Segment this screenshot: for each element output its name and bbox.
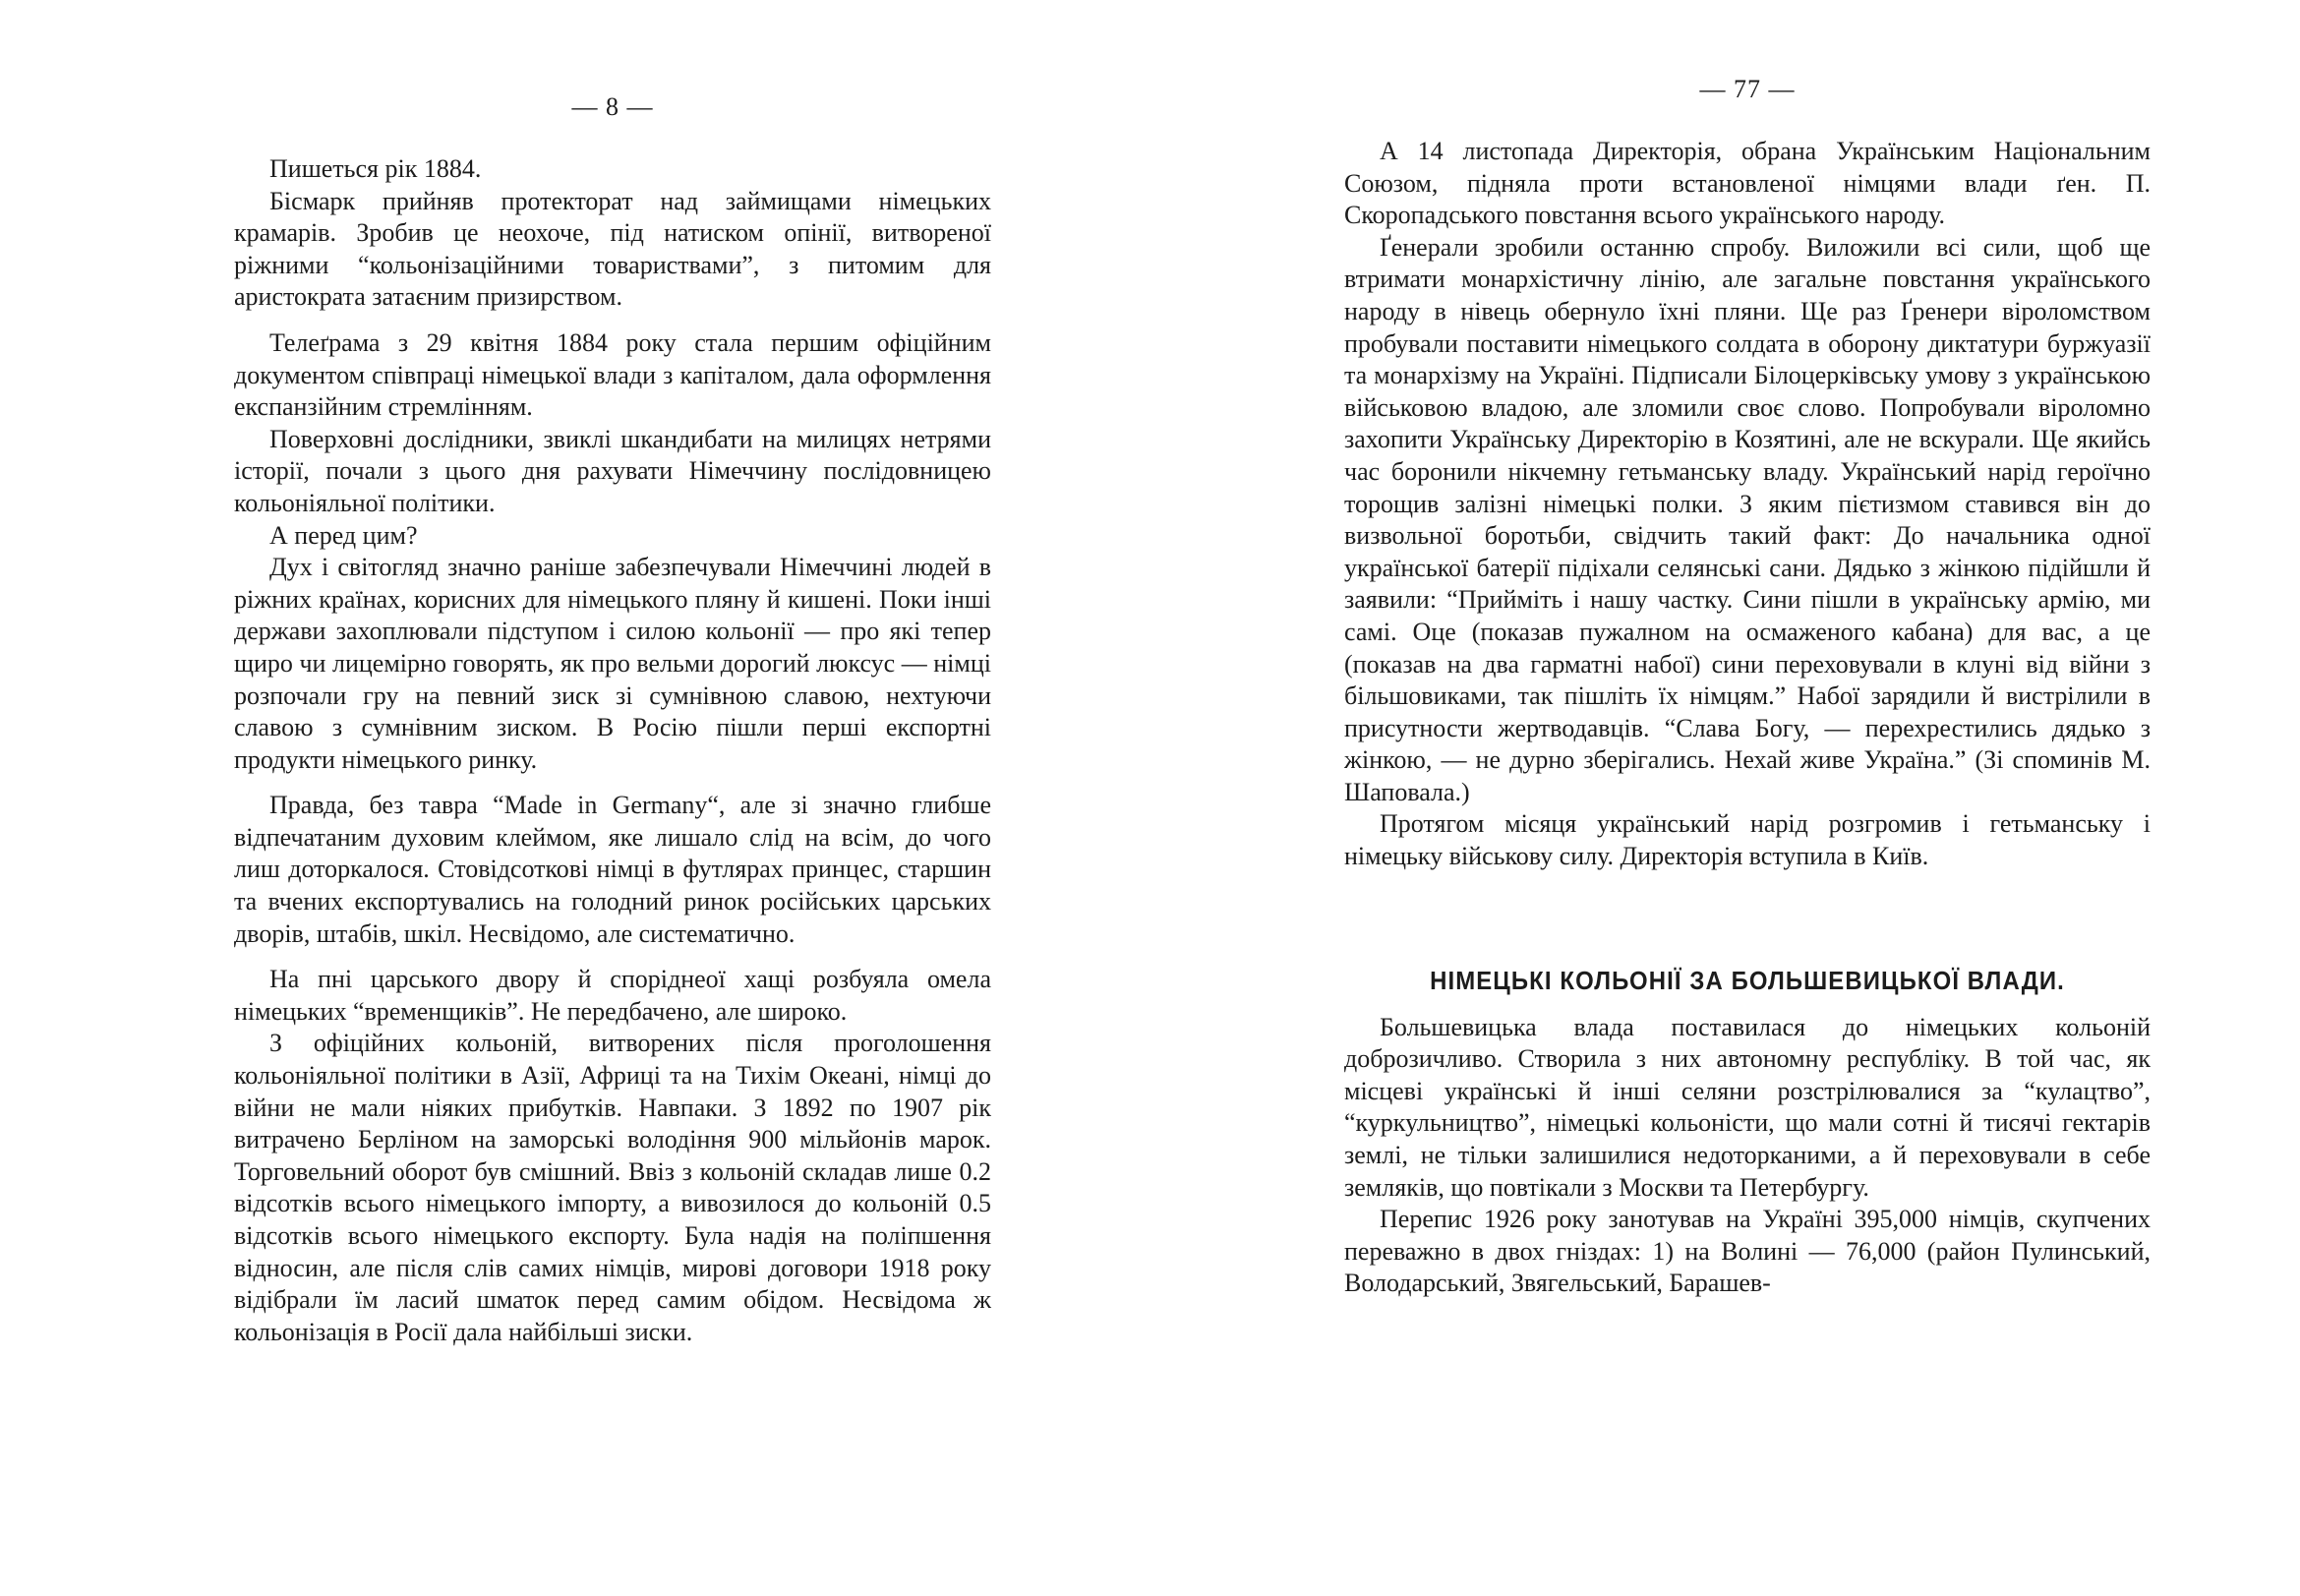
paragraph: Правда, без тавра “Made in Germany“, але зі значно глибше відпечатаним духовим клеймом, яке лишало слід на всім, до чого лиш доторкалося. Стовідсоткові німці в футлярах принцес, старшин та вчених експортувались на голодний ринок російських царських дворів, штабів, шкіл. Несвідомо, але систематично. [234, 791, 991, 948]
right-page [1344, 0, 2151, 1596]
paragraph: На пні царського двору й споріднеої хащі розбуяла омела німецьких “временщиків”. Не передбачено, але широко. [234, 965, 991, 1026]
page-number: — 77 — [1699, 75, 1796, 103]
paragraph: Бісмарк прийняв протекторат над займищами німецьких крамарів. Зробив це неохоче, під натиском опінії, витвореної ріжними “кольонізаційними товариствами”, з питомим для аристократа затаєним призирством. [234, 186, 991, 312]
paragraph: Перепис 1926 року занотував на Україні 395,000 німців, скупчених переважно в двох гніздах: 1) на Волині — 76,000 (район Пулинський, Володарський, Звягельський, Барашев- [1344, 1205, 2151, 1298]
paragraph: Протягом місяця український нарід розгромив і гетьманську і німецьку військову силу. Директорія вступила в Київ. [1344, 809, 2151, 871]
paragraph: Ґенерали зробили останню спробу. Виложили всі сили, щоб ще втримати монархістичну лінію, але загальне повстання українського народу в нівець обернуло їхні пляни. Ще раз Ґренери віроломством пробували поставити німецького солдата в оборону диктатури буржуазії та монархізму на Україні. Підписали Білоцерківську умову з українською військовою владою, але зломили своє слово. Попробували віроломно захопити Українську Директорію в Козятині, але не вскурали. Ще якийсь час боронили нікчемну гетьманську владу. Український нарід героїчно торощив залізні німецькі полки. З яким пієтизмом ставився він до визвольної боротьби, свідчить такий факт: До начальника одної української батерії підіхали селянські сани. Дядько з жінкою підійшли й заявили: “Прийміть і нашу частку. Сини пішли в українську армію, ми самі. Оце (показав пужалном на осмаженого кабана) для вас, а це (показав на два гарматні набої) сини переховували в клуні від війни з більшовиками, так пішліть їх німцям.” Набої зарядили й вистрілили в присутности жертводавців. “Слава Богу, — перехрестились дядько з жінкою, — не дурно зберігались. Нехай живе Україна.” (Зі споминів М. Шаповала.) [1344, 232, 2151, 806]
paragraph: Пишеться рік 1884. [269, 154, 482, 183]
paragraph: Поверховні дослідники, звиклі шкандибати на милицях нетрями історії, почали з цього дня рахувати Німеччину послідовницею кольоніяльної політики. [234, 424, 991, 517]
page-number: — 8 — [571, 92, 654, 121]
paragraph: Дух і світогляд значно раніше забезпечували Німеччині людей в ріжних країнах, корисних для німецького пляну й кишені. Поки інші держави захоплювали підступом і силою кольонії — про які тепер щиро чи лицемірно говорять, як про вельми дорогий люксус — німці розпочали гру на певний зиск зі сумнівною славою, нехтуючи славою з сумнівним зиском. В Росію пішли перші експортні продукти німецького ринку. [234, 553, 991, 774]
paragraph: А 14 листопада Директорія, обрана Українським Національним Союзом, підняла проти встановленої німцями влади ґен. П. Скоропадського повстання всього українського народу. [1344, 137, 2151, 230]
paragraph: А перед цим? [269, 520, 418, 550]
paragraph: З офіційних кольоній, витворених після проголошення кольоніяльної політики в Азії, Африці та на Тихім Океані, німці до війни не мали ніяких прибутків. Навпаки. З 1892 по 1907 рік витрачено Берліном на заморські володіння 900 мільйонів марок. Торговельний оборот був смішний. Ввіз з кольоній складав лише 0.2 відсотків всього німецького імпорту, а вивозилося до кольоній 0.5 відсотків всього німецького експорту. Була надія на поліпшення відносин, але після слів самих німців, мирові договори 1918 року відібрали їм ласий шматок перед самим обідом. Несвідома ж кольонізація в Росії дала найбільші зиски. [234, 1029, 991, 1346]
left-page-text [234, 153, 991, 1348]
paragraph: Телеґрама з 29 квітня 1884 року стала першим офіційним документом співпраці німецької влади з капіталом, дала оформлення експанзійним стремлінням. [234, 327, 991, 422]
right-page-text [1344, 136, 2151, 1300]
left-page [234, 0, 991, 1596]
paragraph: Большевицька влада поставилася до німецьких кольоній доброзичливо. Створила з них автономну республіку. В той час, як місцеві українські й інші селяни розстрілювалися за “кулацтво”, “куркульництво”, німецькі кольоністи, що мали сотні й тисячі гектарів землі, не тільки залишилися недоторканими, а й переховували в себе земляків, що повтікали з Москви та Петербургу. [1344, 1012, 2151, 1202]
section-heading: НІМЕЦЬКІ КОЛЬОНІЇ ЗА БОЛЬШЕВИЦЬКОЇ ВЛАДИ. [1430, 965, 2065, 995]
